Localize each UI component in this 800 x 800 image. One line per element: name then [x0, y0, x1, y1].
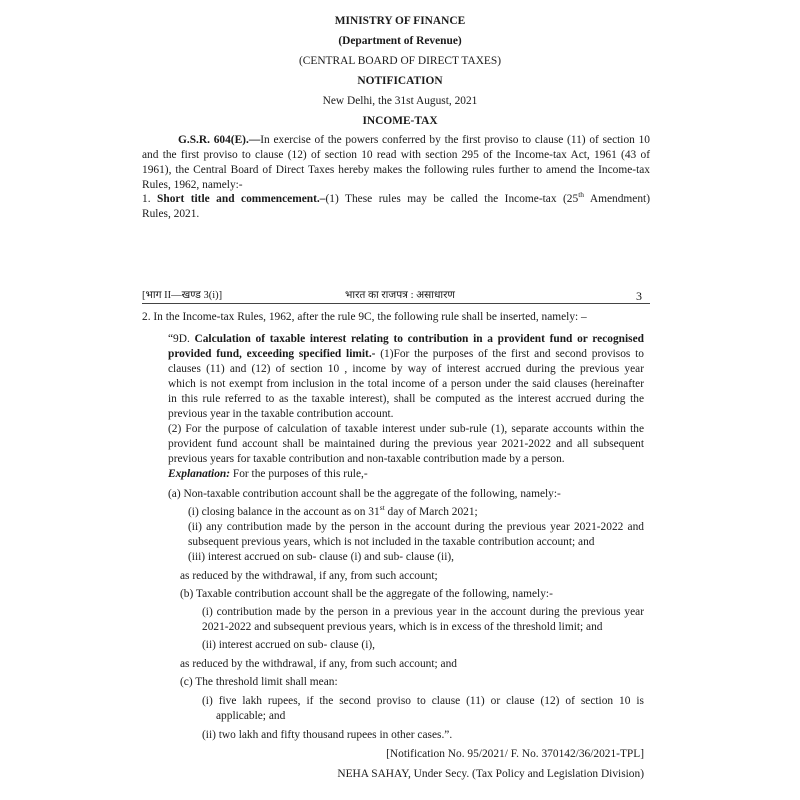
rule-1-text-a: (1) These rules may be called the Income-tax (25: [325, 193, 579, 205]
rule-9d-line-3: clauses (11) and (12) of section 10 , income by way of interest accrued during the previous year: [168, 363, 644, 375]
gsr-dash: —: [248, 134, 261, 146]
header-rule: [142, 303, 650, 304]
board-title: (CENTRAL BOARD OF DIRECT TAXES): [298, 55, 501, 67]
page-number: 3: [636, 289, 642, 303]
rule-9d-line-1: [168, 332, 644, 347]
subrule-2-line-2: provident fund account shall be maintained during the previous year 2021-2022 and all subsequent: [168, 438, 644, 450]
rule-1-line-1: [142, 192, 650, 207]
gazette-title: भारत का राजपत्र : असाधारण: [344, 290, 456, 301]
preamble-text-1: In exercise of the powers conferred by the first proviso to clause (11) of section 10: [260, 134, 650, 146]
subject-title: INCOME-TAX: [362, 115, 438, 127]
rule-2-intro: 2. In the Income-tax Rules, 1962, after the rule 9C, the following rule shall be inserted, namely: –: [142, 311, 587, 323]
clause-b-ii: (ii) interest accrued on sub- clause (i),: [202, 639, 376, 651]
clause-b-i-line-1: (i) contribution made by the person in a previous year in the account during the previous year: [202, 606, 644, 618]
rule-9d-line-6: previous year in the taxable contribution account.: [168, 408, 394, 420]
clause-b-heading: (b) Taxable contribution account shall be the aggregate of the following, namely:-: [180, 588, 553, 600]
signatory: NEHA SAHAY, Under Secy. (Tax Policy and Legislation Division): [337, 768, 644, 780]
department-title: (Department of Revenue): [338, 35, 462, 47]
clause-c-i-line-2: applicable; and: [216, 710, 286, 722]
clause-a-i: [188, 505, 478, 520]
preamble-line-2: and the first proviso to clause (12) of section 10 read with section 295 of the Income-tax Act, 1961 (43 of: [142, 149, 650, 161]
clause-b-reduced: as reduced by the withdrawal, if any, from such account; and: [180, 658, 457, 670]
explanation-label: Explanation:: [168, 468, 231, 480]
preamble-line-1: [178, 133, 650, 148]
rule-9d-heading-2: provided fund, exceeding specified limit.-: [168, 348, 376, 360]
clause-a-ii-line-1: (ii) any contribution made by the person in the account during the previous year 2021-2022 and: [188, 521, 644, 533]
quote-open: “9D.: [168, 333, 195, 345]
notification-title: NOTIFICATION: [357, 75, 443, 87]
clause-a-iii: (iii) interest accrued on sub- clause (i) and sub- clause (ii),: [188, 551, 454, 563]
clause-a-i-text-b: day of March 2021;: [384, 506, 478, 518]
explanation-line: [168, 467, 368, 482]
rule-1-dash: –: [319, 193, 326, 205]
clause-c-ii: (ii) two lakh and fifty thousand rupees in other cases.”.: [202, 729, 453, 741]
subrule-2-line-3: previous years for taxable contribution and non-taxable contribution made by a person.: [168, 453, 565, 465]
clause-b-i-line-2: 2021-2022 and subsequent previous years, which is in excess of the threshold limit; and: [202, 621, 603, 633]
clause-a-i-sup: st: [379, 503, 385, 513]
rule-9d-text-2: (1)For the purposes of the first and second provisos to: [375, 348, 644, 360]
gazette-part-label: [भाग II—खण्ड 3(i)]: [142, 290, 223, 301]
rule-1-text-b: Amendment): [584, 193, 650, 205]
place-date: New Delhi, the 31st August, 2021: [322, 95, 478, 107]
rule-1-number: 1.: [142, 193, 151, 205]
rule-1-heading: Short title and commencement.: [157, 193, 320, 205]
rule-9d-heading-1: Calculation of taxable interest relating to contribution in a provident fund or recognised: [194, 333, 644, 345]
rule-9d-line-4: which is not exempt from inclusion in the total income of a person under the said clauses (hereinafter: [168, 378, 644, 390]
clause-a-ii-line-2: subsequent previous years, which is not included in the taxable contribution account; and: [188, 536, 595, 548]
ministry-title: MINISTRY OF FINANCE: [334, 15, 466, 27]
notification-reference: [Notification No. 95/2021/ F. No. 370142/36/2021-TPL]: [386, 748, 644, 760]
gsr-number: G.S.R. 604(E).: [178, 134, 249, 146]
rule-9d-line-5: in this rule referred to as the taxable interest), shall be computed as the interest accrued during the: [168, 393, 644, 405]
subrule-2-line-1: (2) For the purpose of calculation of taxable interest under sub-rule (1), separate accounts within the: [168, 423, 644, 435]
clause-c-heading: (c) The threshold limit shall mean:: [180, 676, 338, 688]
clause-c-i-line-1: (i) five lakh rupees, if the second proviso to clause (11) or clause (12) of section 10 is: [202, 695, 644, 707]
rule-9d-line-2: [168, 347, 644, 362]
clause-a-heading: (a) Non-taxable contribution account shall be the aggregate of the following, namely:-: [168, 488, 561, 500]
rule-1-line-2: Rules, 2021.: [142, 208, 200, 220]
clause-a-i-text-a: (i) closing balance in the account as on 31: [188, 506, 380, 518]
explanation-text: For the purposes of this rule,-: [230, 468, 368, 480]
preamble-line-3: 1961), the Central Board of Direct Taxes hereby makes the following rules further to amend the Income-tax: [142, 164, 650, 176]
preamble-line-4: Rules, 1962, namely:-: [142, 179, 243, 191]
rule-1-sup: th: [578, 190, 585, 200]
clause-a-reduced: as reduced by the withdrawal, if any, from such account;: [180, 570, 438, 582]
